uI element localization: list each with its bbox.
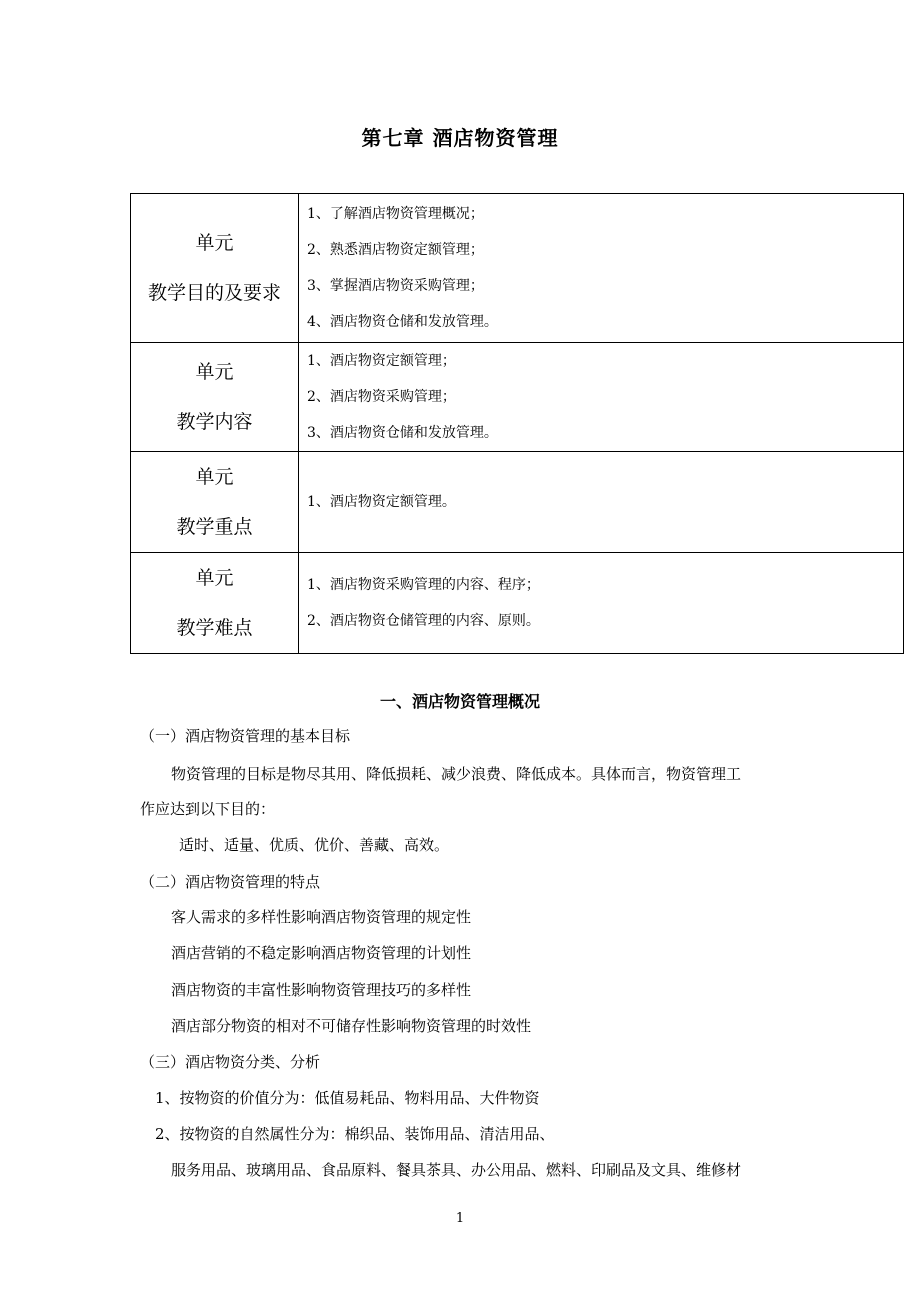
- label-line-title: 教学难点: [176, 617, 253, 639]
- label-line-title: 教学重点: [176, 516, 253, 538]
- table-row-difficulties: [131, 553, 904, 654]
- table-row-content: [299, 194, 904, 343]
- paragraph-line: 2、按物资的自然属性分为：棉织品、装饰用品、清洁用品、: [155, 1125, 555, 1143]
- list-item: 2、熟悉酒店物资定额管理；: [307, 242, 484, 258]
- table-row-label: [131, 343, 299, 452]
- label-line-unit: 单元: [195, 567, 234, 589]
- subsection-heading: （三）酒店物资分类、分析: [140, 1053, 321, 1071]
- list-item: 1、酒店物资定额管理。: [307, 494, 456, 510]
- subsection-heading: （二）酒店物资管理的特点: [140, 873, 321, 891]
- chapter-title: 第七章 酒店物资管理: [361, 126, 559, 150]
- paragraph-line: 适时、适量、优质、优价、善藏、高效。: [179, 836, 450, 854]
- teaching-objectives-table: [130, 193, 904, 654]
- label-line-unit: 单元: [195, 361, 234, 383]
- list-item: 1、酒店物资采购管理的内容、程序；: [307, 577, 540, 593]
- subsection-heading: （一）酒店物资管理的基本目标: [140, 727, 351, 745]
- list-item: 2、酒店物资仓储管理的内容、原则。: [307, 613, 540, 629]
- table-row-label: [131, 452, 299, 553]
- table-row-content: [299, 553, 904, 654]
- list-item: 1、酒店物资定额管理；: [307, 353, 456, 369]
- table-row-label: [131, 194, 299, 343]
- table-row-key-points: [131, 452, 904, 553]
- paragraph-line: 物资管理的目标是物尽其用、降低损耗、减少浪费、降低成本。具体而言，物资管理工: [171, 765, 742, 783]
- paragraph-line: 酒店营销的不稳定影响酒店物资管理的计划性: [171, 944, 472, 962]
- label-line-unit: 单元: [195, 232, 234, 254]
- list-item: 1、了解酒店物资管理概况；: [307, 206, 484, 222]
- list-item: 4、酒店物资仓储和发放管理。: [307, 314, 498, 330]
- table-row-objectives: [131, 194, 904, 343]
- table-row-content: [299, 343, 904, 452]
- paragraph-line: 酒店物资的丰富性影响物资管理技巧的多样性: [171, 981, 472, 999]
- label-line-title: 教学目的及要求: [147, 282, 281, 304]
- page-number: 1: [455, 1211, 465, 1226]
- list-item: 3、掌握酒店物资采购管理；: [307, 278, 484, 294]
- paragraph-line: 服务用品、玻璃用品、食品原料、餐具茶具、办公用品、燃料、印刷品及文具、维修材: [171, 1161, 742, 1179]
- label-line-title: 教学内容: [176, 411, 253, 433]
- list-item: 2、酒店物资采购管理；: [307, 389, 456, 405]
- paragraph-line: 1、按物资的价值分为：低值易耗品、物料用品、大件物资: [155, 1089, 540, 1107]
- paragraph-line: 客人需求的多样性影响酒店物资管理的规定性: [171, 908, 472, 926]
- paragraph-line: 作应达到以下目的：: [140, 800, 276, 818]
- list-item: 3、酒店物资仓储和发放管理。: [307, 425, 498, 441]
- paragraph-line: 酒店部分物资的相对不可储存性影响物资管理的时效性: [171, 1017, 532, 1035]
- table-row-content-topics: [131, 343, 904, 452]
- table-row-label: [131, 553, 299, 654]
- section-title: 一、酒店物资管理概况: [379, 692, 540, 711]
- label-line-unit: 单元: [195, 466, 234, 488]
- table-row-content: [299, 452, 904, 553]
